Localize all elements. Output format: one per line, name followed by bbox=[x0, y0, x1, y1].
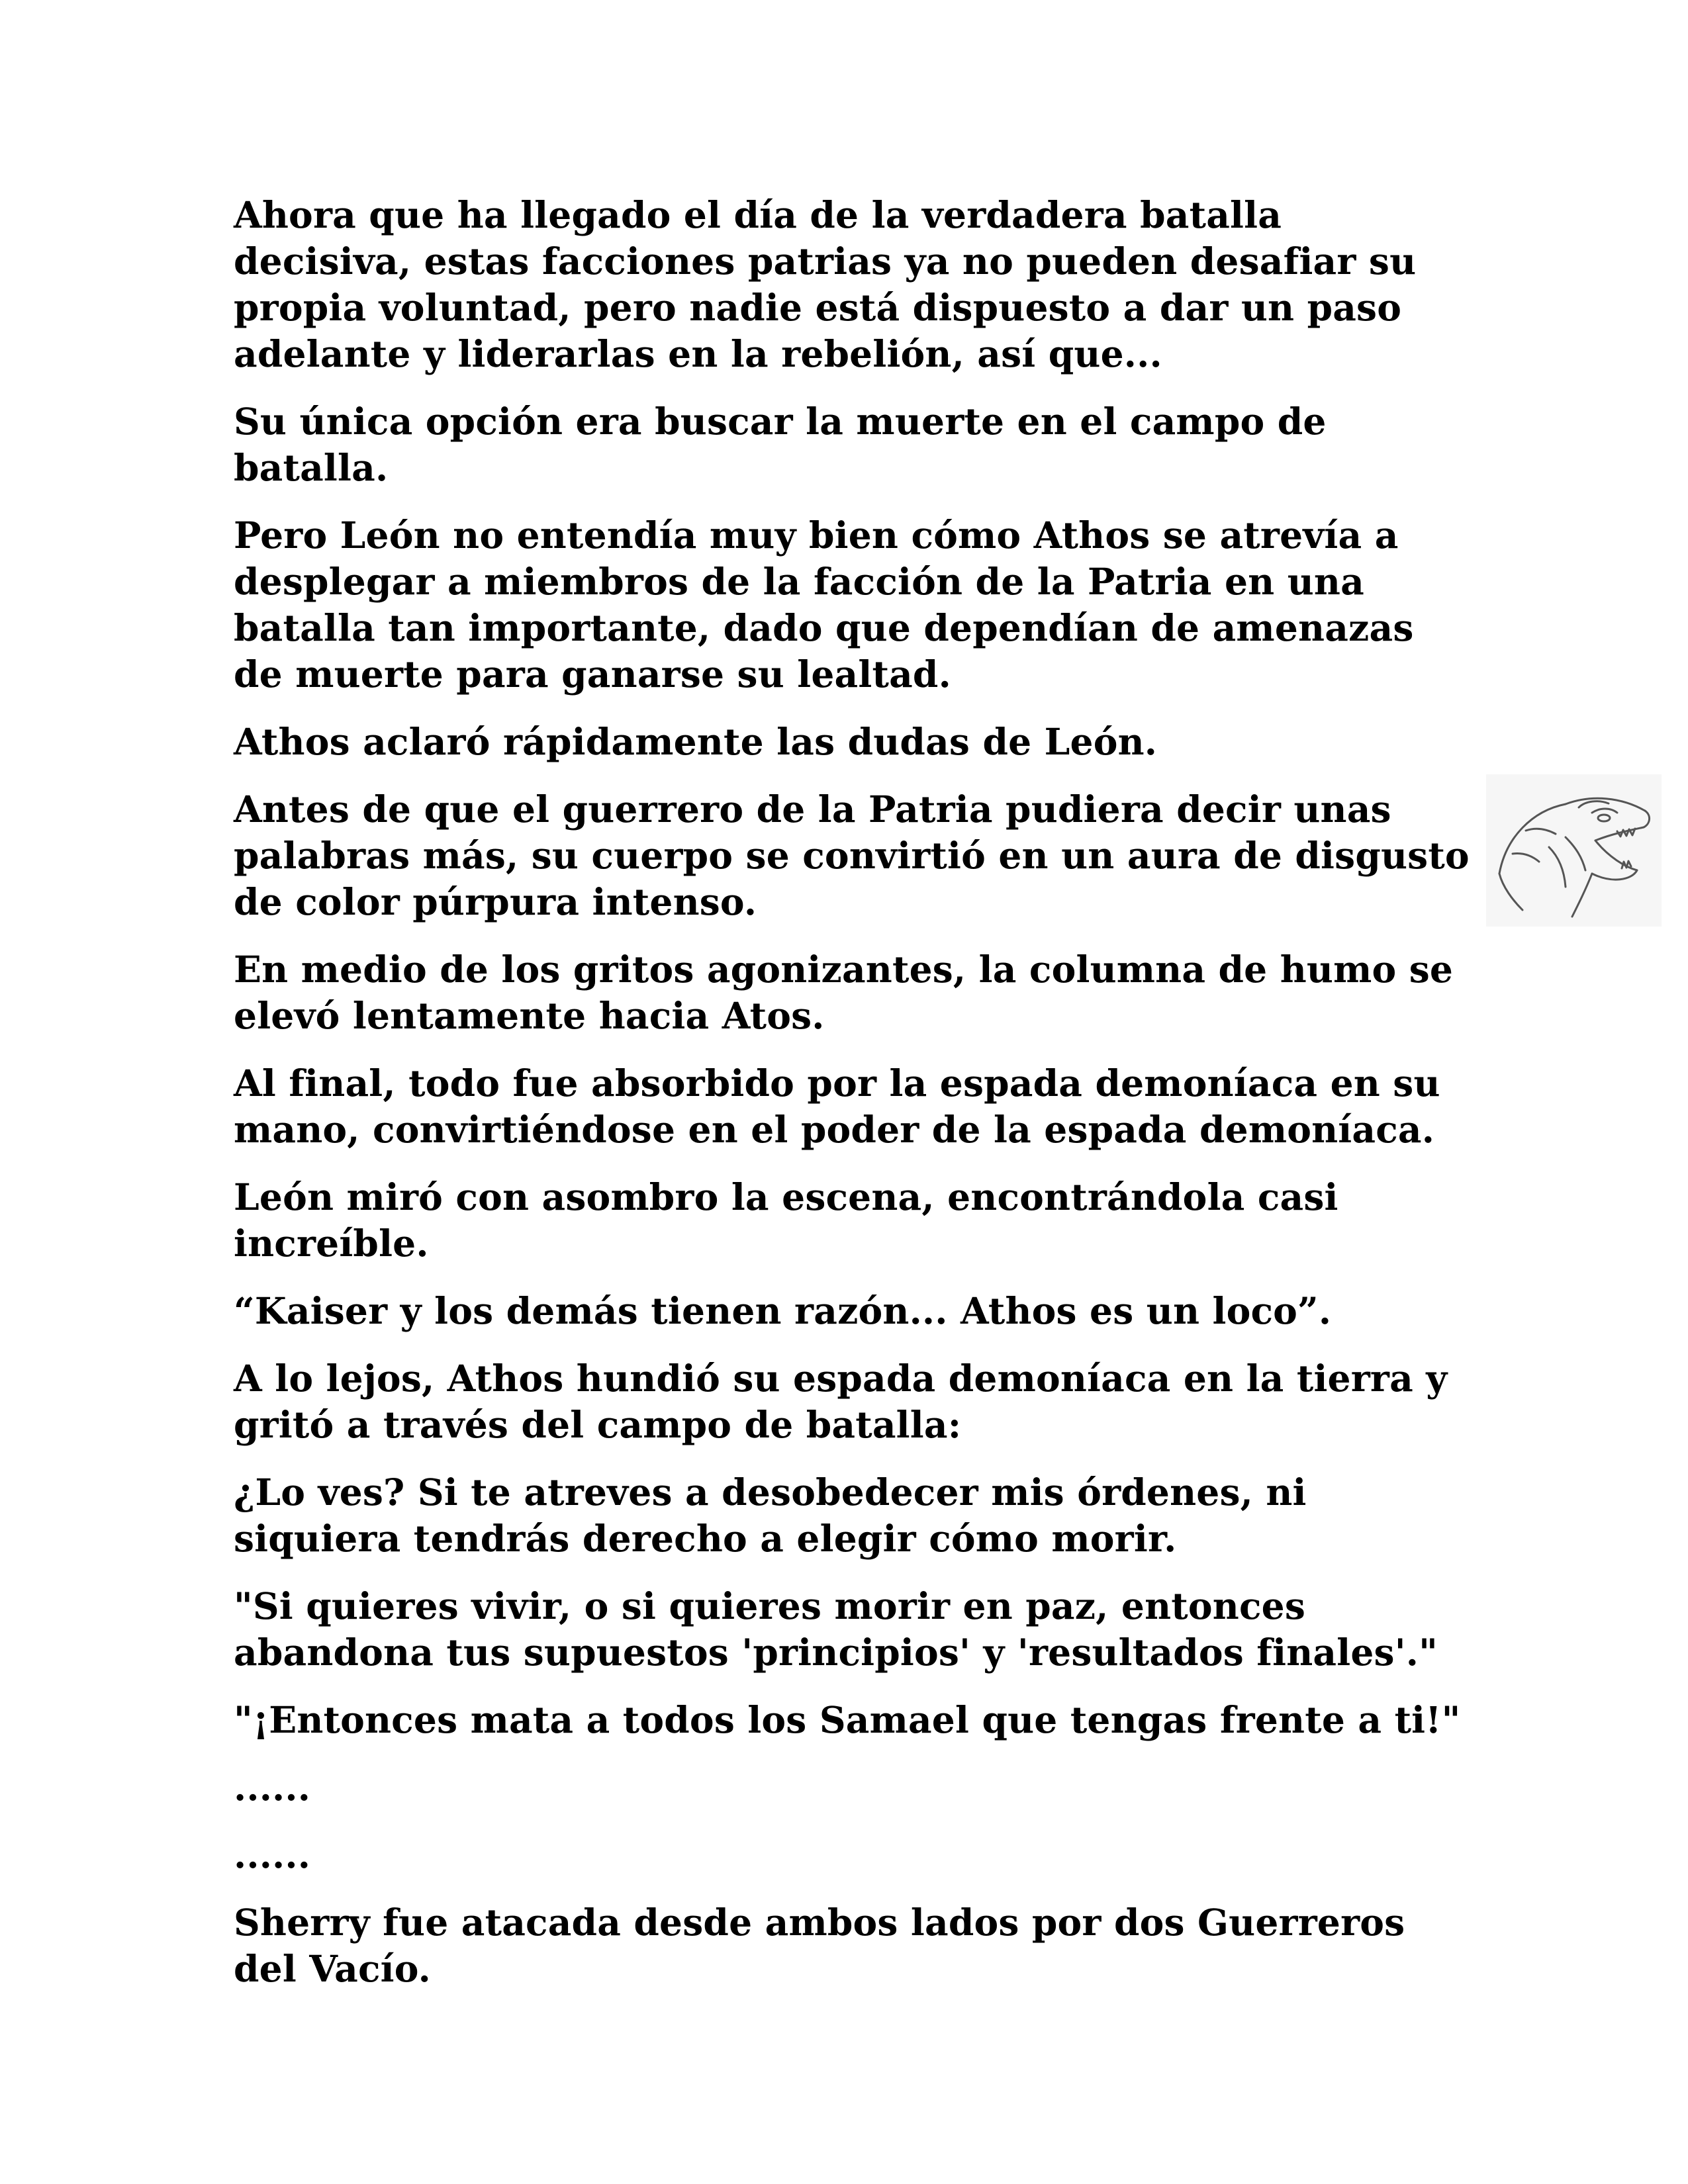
paragraph: Athos aclaró rápidamente las dudas de León. bbox=[234, 720, 1158, 763]
paragraph: En medio de los gritos agonizantes, la columna de humo se elevó lentamente hacia Atos. bbox=[234, 948, 1454, 1037]
paragraph: ...... bbox=[234, 1766, 311, 1809]
paragraph: “Kaiser y los demás tienen razón... Athos es un loco”. bbox=[234, 1289, 1332, 1332]
document-body bbox=[234, 192, 1472, 2013]
paragraph: ...... bbox=[234, 1833, 311, 1876]
dinosaur-head-icon bbox=[1486, 774, 1662, 927]
paragraph: Su única opción era buscar la muerte en el campo de batalla. bbox=[234, 400, 1327, 489]
paragraph: Sherry fue atacada desde ambos lados por dos Guerreros del Vacío. bbox=[234, 1901, 1405, 1990]
paragraph: Antes de que el guerrero de la Patria pudiera decir unas palabras más, su cuerpo se convirtió en un aura de disgusto de color púrpura intenso. bbox=[234, 788, 1470, 923]
paragraph: Ahora que ha llegado el día de la verdadera batalla decisiva, estas facciones patrias ya no pueden desafiar su propia voluntad, pero nadie está dispuesto a dar un paso adelante y liderarlas en la rebelión, así que... bbox=[234, 193, 1417, 375]
paragraph: "¡Entonces mata a todos los Samael que tengas frente a ti!" bbox=[234, 1698, 1461, 1741]
paragraph: Pero León no entendía muy bien cómo Athos se atrevía a desplegar a miembros de la facción de la Patria en una batalla tan importante, dado que dependían de amenazas de muerte para ganarse su lealtad. bbox=[234, 514, 1414, 696]
paragraph: "Si quieres vivir, o si quieres morir en paz, entonces abandona tus supuestos 'principios' y 'resultados finales'." bbox=[234, 1584, 1438, 1674]
paragraph: León miró con asombro la escena, encontrándola casi increíble. bbox=[234, 1175, 1338, 1265]
paragraph: A lo lejos, Athos hundió su espada demoníaca en la tierra y gritó a través del campo de batalla: bbox=[234, 1357, 1448, 1446]
paragraph: ¿Lo ves? Si te atreves a desobedecer mis órdenes, ni siquiera tendrás derecho a elegir cómo morir. bbox=[234, 1471, 1307, 1560]
paragraph: Al final, todo fue absorbido por la espada demoníaca en su mano, convirtiéndose en el poder de la espada demoníaca. bbox=[234, 1062, 1440, 1151]
